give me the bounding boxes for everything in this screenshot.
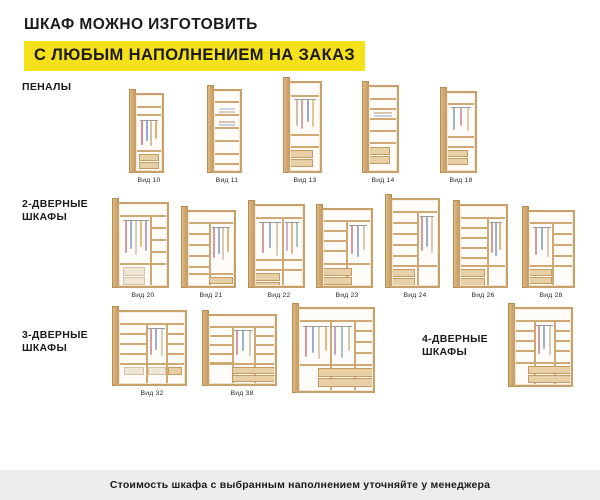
drawer: [291, 159, 313, 167]
shelf: [461, 227, 487, 229]
section-label-line2: ШКАФЫ: [22, 342, 68, 355]
storage-box: [123, 277, 145, 285]
hanging-clothes: [303, 327, 329, 361]
shelf: [256, 259, 302, 261]
shelf: [324, 240, 346, 242]
section-three-door: [18, 307, 418, 397]
shelf: [137, 150, 161, 152]
hanging-clothes: [349, 226, 367, 258]
storage-box: [148, 367, 166, 375]
drawer: [168, 367, 182, 375]
shelf: [120, 333, 146, 335]
hanging-clothes: [332, 327, 352, 359]
section-label-two-door: [18, 198, 110, 224]
section-items-two-door: [110, 198, 584, 299]
drawer: [461, 278, 485, 285]
shelf: [370, 108, 396, 110]
shelf: [393, 265, 437, 267]
shelf: [256, 217, 302, 219]
wardrobe-card-vid-26[interactable]: [450, 204, 516, 299]
shelf: [516, 350, 534, 352]
shelf: [393, 244, 417, 246]
shelf: [120, 353, 146, 355]
shelf: [356, 330, 372, 332]
shelf: [554, 233, 572, 235]
section-label-penaly: ПЕНАЛЫ: [22, 81, 72, 93]
hanging-clothes: [140, 121, 158, 147]
wardrobe-card-four-door-1[interactable]: [504, 307, 582, 391]
shelf: [556, 350, 570, 352]
wardrobe-caption: Вид 20: [131, 292, 155, 299]
shelf: [393, 233, 417, 235]
cabinet-interior: [256, 207, 302, 285]
cabinet-interior: [393, 201, 437, 285]
hanging-clothes: [285, 223, 299, 255]
drawer: [232, 367, 274, 374]
shelf: [210, 344, 232, 346]
shelf: [152, 239, 166, 241]
drawer: [448, 150, 468, 157]
section-label-three-door: [18, 307, 110, 355]
shelf: [189, 255, 209, 257]
shelf: [137, 114, 161, 116]
shelf: [324, 250, 346, 252]
drawer: [291, 150, 313, 158]
wardrobe-caption: Вид 38: [230, 390, 254, 397]
wardrobe-caption: Вид 24: [403, 292, 427, 299]
vertical-divider: [282, 217, 284, 285]
cabinet-interior: [300, 310, 372, 390]
drawer: [209, 277, 233, 284]
drawer: [370, 156, 390, 164]
section-label-line1: 3-ДВЕРНЫЕ: [22, 329, 88, 341]
wardrobe-card-vid-24[interactable]: [382, 198, 448, 299]
shelf: [461, 247, 487, 249]
drawer: [256, 273, 280, 281]
shelf: [370, 118, 396, 120]
hanging-clothes: [148, 329, 165, 357]
shelf: [120, 263, 166, 265]
hanging-clothes: [234, 331, 253, 357]
wardrobe-card-vid-23[interactable]: [314, 208, 380, 299]
wardrobe-card-vid-20[interactable]: [110, 202, 176, 299]
wardrobe-caption: Вид 13: [293, 177, 317, 184]
footer-note: Стоимость шкафа с выбранным наполнением уточняйте у менеджера: [109, 479, 491, 491]
wardrobe-card-vid-32[interactable]: [110, 310, 194, 397]
cabinet-interior: [120, 313, 184, 383]
shelf: [393, 255, 417, 257]
folded-linen-stack: [219, 104, 235, 113]
shelf: [256, 344, 274, 346]
shelf: [291, 134, 319, 136]
drawer: [528, 366, 570, 374]
drawer: [461, 269, 485, 277]
shelf: [152, 251, 166, 253]
section-four-door: [418, 307, 582, 391]
shelf: [356, 341, 372, 343]
shelf: [300, 364, 372, 366]
wardrobe-caption: Вид 14: [371, 177, 395, 184]
vertical-divider: [209, 222, 211, 285]
cabinet-interior: [189, 213, 233, 285]
shelf: [461, 237, 487, 239]
wardrobe-card-vid-11[interactable]: [188, 89, 266, 184]
drawer: [393, 269, 415, 277]
wardrobe-caption: Вид 32: [140, 390, 164, 397]
shelf: [189, 244, 209, 246]
hanging-clothes: [451, 108, 471, 132]
section-items-three-door: [110, 307, 418, 397]
shelf: [356, 352, 372, 354]
cabinet-interior: [291, 84, 319, 170]
shelf: [120, 363, 184, 365]
wardrobe-card-vid-14[interactable]: [344, 85, 422, 184]
wardrobe-caption: Вид 11: [215, 177, 239, 184]
shelf: [189, 233, 209, 235]
hanging-clothes: [536, 326, 553, 356]
wardrobe-caption: Вид 22: [267, 292, 291, 299]
shelf: [530, 265, 572, 267]
shelf: [120, 215, 166, 217]
section-three-and-four-door: [18, 307, 582, 397]
drawer: [393, 278, 415, 285]
shelf: [210, 353, 232, 355]
shelf: [168, 353, 184, 355]
drawer: [448, 158, 468, 165]
page-header: [0, 0, 600, 71]
shelf: [256, 269, 302, 271]
shelf: [291, 95, 319, 97]
shelf: [215, 163, 239, 165]
drawer: [530, 277, 552, 284]
shelf: [393, 222, 417, 224]
shelf: [516, 330, 534, 332]
wardrobe-caption: Вид 21: [199, 292, 223, 299]
shelf: [210, 363, 274, 365]
hanging-clothes: [123, 221, 149, 257]
drawer: [530, 269, 552, 276]
section-label-line1: 4-ДВЕРНЫЕ: [422, 333, 488, 345]
section-label-four-door: [418, 307, 504, 359]
header-title-line1: ШКАФ МОЖНО ИЗГОТОВИТЬ: [24, 16, 258, 33]
hanging-clothes: [533, 228, 551, 258]
shelf: [215, 114, 239, 116]
shelf: [152, 227, 166, 229]
drawer: [139, 154, 159, 161]
shelf: [554, 255, 572, 257]
drawer: [370, 147, 390, 155]
section-two-door: [18, 198, 582, 299]
shelf: [189, 222, 233, 224]
shelf: [556, 340, 570, 342]
shelf: [168, 343, 184, 345]
shelf: [189, 273, 233, 275]
hanging-clothes: [212, 228, 230, 262]
section-label-line2: ШКАФЫ: [22, 211, 68, 224]
shelf: [448, 103, 474, 105]
shelf: [370, 142, 396, 144]
shelf: [215, 101, 239, 103]
storage-box: [123, 267, 145, 276]
shelf: [215, 140, 239, 142]
shelf: [168, 333, 184, 335]
vertical-divider: [417, 211, 419, 285]
cabinet-interior: [324, 211, 370, 285]
wardrobe-card-vid-13[interactable]: [266, 81, 344, 184]
cabinet-interior: [137, 96, 161, 170]
cabinet-interior: [516, 310, 570, 384]
shelf: [370, 130, 396, 132]
shelf: [300, 320, 372, 322]
wardrobe-card-vid-38[interactable]: [200, 314, 284, 397]
cabinet-interior: [120, 205, 166, 285]
drawer: [528, 375, 570, 383]
vertical-divider: [487, 217, 489, 285]
wardrobe-card-vid-21[interactable]: [178, 210, 244, 299]
shelf: [210, 335, 232, 337]
vertical-divider: [150, 215, 152, 285]
drawer: [256, 282, 280, 285]
shelf: [556, 330, 570, 332]
folded-linen-stack: [219, 118, 235, 126]
cabinet-interior: [210, 317, 274, 383]
wardrobe-card-three-door-3[interactable]: [290, 307, 382, 397]
shelf: [137, 106, 161, 108]
wardrobe-caption: Вид 28: [539, 292, 563, 299]
drawer: [318, 368, 372, 377]
shelf: [256, 335, 274, 337]
shelf: [393, 211, 437, 213]
vertical-divider: [552, 222, 554, 285]
drawer: [232, 375, 274, 382]
catalog-body: [0, 81, 600, 397]
shelf: [324, 230, 346, 232]
wardrobe-card-vid-22[interactable]: [246, 204, 312, 299]
hanging-clothes: [294, 100, 316, 130]
shelf: [324, 263, 370, 265]
shelf: [210, 326, 274, 328]
hanging-clothes: [420, 217, 434, 255]
shelf: [215, 127, 239, 129]
shelf: [120, 323, 184, 325]
section-items-four-door: [504, 307, 582, 391]
shelf: [461, 217, 505, 219]
cabinet-interior: [530, 213, 572, 285]
cabinet-interior: [448, 94, 474, 170]
wardrobe-card-vid-28[interactable]: [518, 210, 584, 299]
section-label-line1: 2-ДВЕРНЫЕ: [22, 198, 88, 210]
footer-bar: [0, 470, 600, 500]
drawer: [324, 277, 352, 285]
shelf: [256, 353, 274, 355]
shelf: [448, 136, 474, 138]
wardrobe-card-vid-18[interactable]: [422, 91, 500, 184]
section-label-line2: ШКАФЫ: [422, 346, 468, 359]
shelf: [461, 265, 505, 267]
drawer: [318, 378, 372, 387]
shelf: [120, 343, 146, 345]
cabinet-interior: [370, 88, 396, 170]
drawer: [139, 162, 159, 169]
section-items-penaly: [110, 81, 582, 184]
header-title-band: С ЛЮБЫМ НАПОЛНЕНИЕМ НА ЗАКАЗ: [24, 41, 365, 71]
shelf: [215, 153, 239, 155]
shelf: [448, 146, 474, 148]
section-penaly: [18, 81, 582, 184]
shelf: [461, 257, 487, 259]
shelf: [516, 340, 534, 342]
cabinet-interior: [461, 207, 505, 285]
storage-box: [124, 367, 144, 375]
shelf: [370, 98, 396, 100]
cabinet-interior: [215, 92, 239, 170]
shelf: [291, 146, 319, 148]
shelf: [530, 222, 572, 224]
wardrobe-caption: Вид 18: [449, 177, 473, 184]
hanging-clothes: [490, 223, 502, 257]
shelf: [189, 266, 209, 268]
folded-linen-stack: [374, 111, 392, 117]
wardrobe-caption: Вид 10: [137, 177, 161, 184]
wardrobe-card-vid-10[interactable]: [110, 93, 188, 184]
hanging-clothes: [259, 223, 281, 257]
shelf: [516, 362, 570, 364]
drawer: [324, 268, 352, 276]
wardrobe-caption: Вид 23: [335, 292, 359, 299]
shelf: [516, 320, 570, 322]
wardrobe-caption: Вид 26: [471, 292, 495, 299]
shelf: [554, 244, 572, 246]
